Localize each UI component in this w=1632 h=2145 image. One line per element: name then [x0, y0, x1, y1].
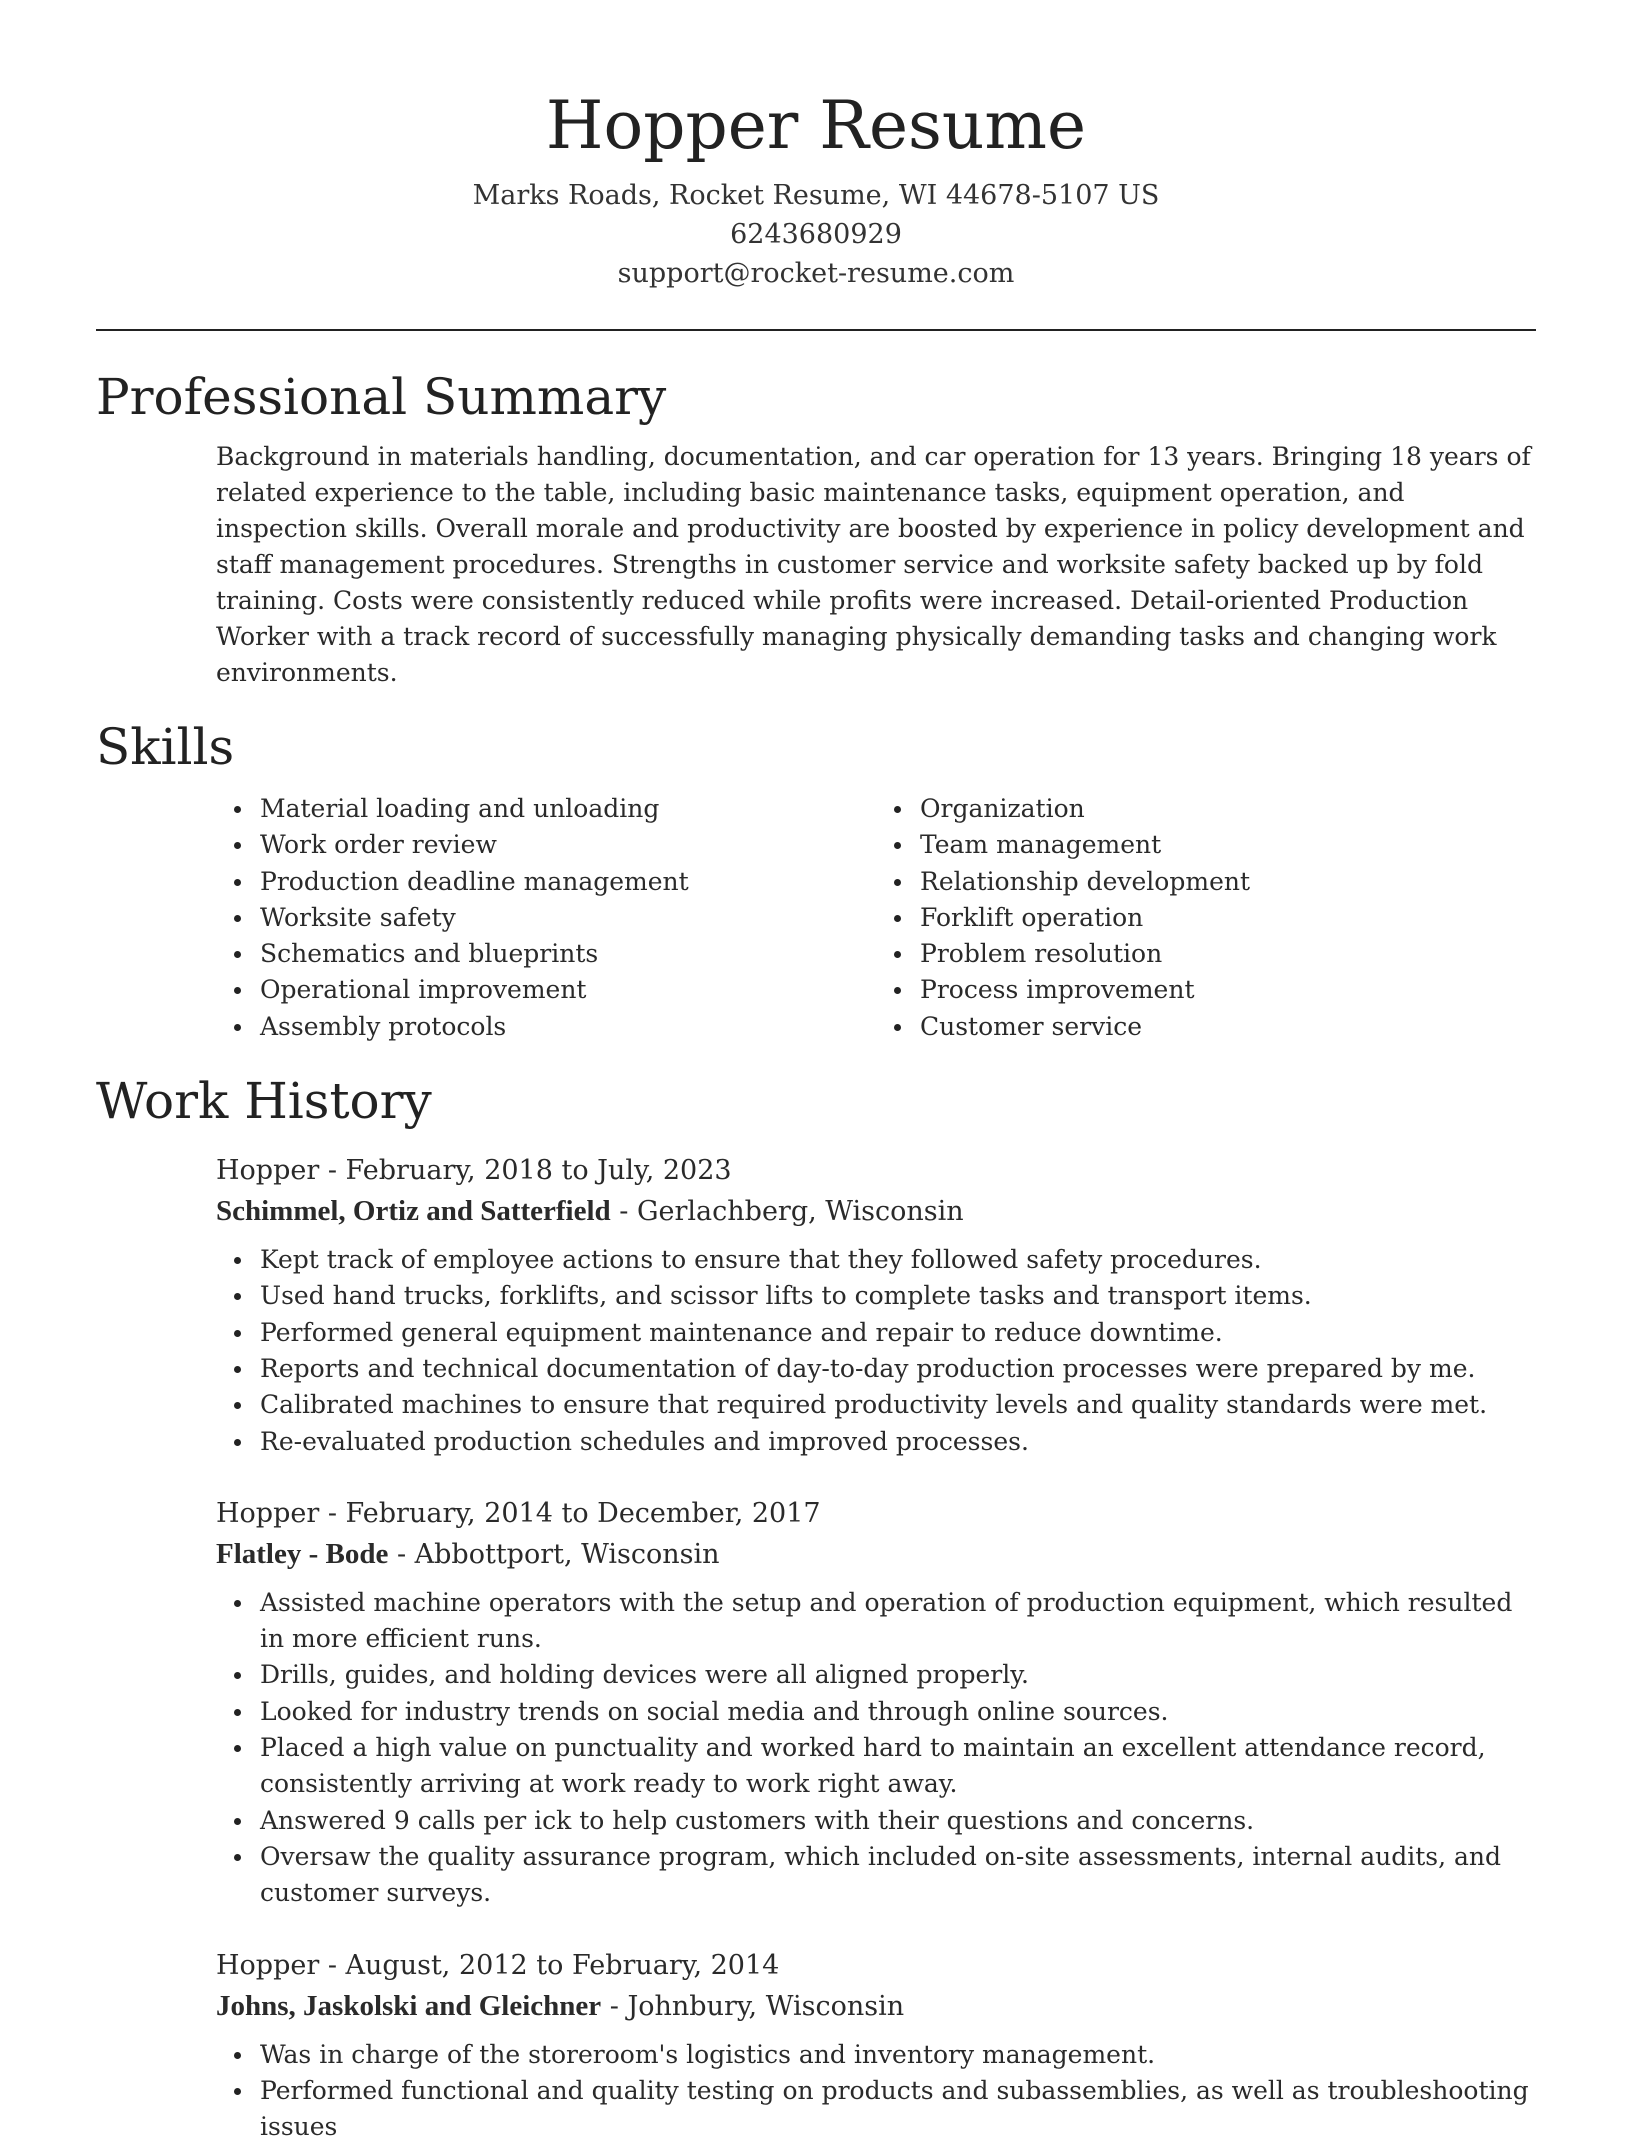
duty-item: Assisted machine operators with the setup and operation of production equipment, which resulted in more efficient runs. — [260, 1585, 1536, 1658]
job-duties — [216, 2037, 1536, 2145]
job-entry-1 — [216, 1151, 1536, 1460]
job-entry-2 — [216, 1494, 1536, 1912]
skill-item: Team management — [920, 827, 1536, 863]
duty-item: Answered 9 calls per ick to help customers with their questions and concerns. — [260, 1803, 1536, 1839]
job-company-line — [216, 1191, 1536, 1232]
email-text: support@rocket-resume.com — [617, 258, 1015, 289]
job-entry-3 — [216, 1946, 1536, 2145]
resume-page — [96, 0, 1536, 2145]
job-duties — [216, 1242, 1536, 1460]
duty-item: Oversaw the quality assurance program, which included on-site assessments, internal audits, and customer surveys. — [260, 1839, 1536, 1912]
skills-heading: Skills — [96, 718, 235, 776]
summary-section — [96, 367, 1536, 691]
skill-item: Relationship development — [920, 864, 1536, 900]
duty-item: Kept track of employee actions to ensure that they followed safety procedures. — [260, 1242, 1536, 1278]
work-history-heading: Work History — [96, 1072, 432, 1131]
job-company-line — [216, 1986, 1536, 2027]
duty-item: Re-evaluated production schedules and improved processes. — [260, 1424, 1536, 1460]
skill-item: Operational improvement — [260, 972, 876, 1008]
skill-item: Assembly protocols — [260, 1009, 876, 1045]
skill-item: Organization — [920, 791, 1536, 827]
duty-item: Used hand trucks, forklifts, and scissor lifts to complete tasks and transport items. — [260, 1278, 1536, 1314]
contact-info — [96, 176, 1536, 293]
skill-item: Process improvement — [920, 972, 1536, 1008]
skill-item: Problem resolution — [920, 936, 1536, 972]
skill-item: Production deadline management — [260, 864, 876, 900]
company-name: Johns, Jaskolski and Gleichner — [216, 1989, 602, 2022]
job-title-line: Hopper - August, 2012 to February, 2014 — [216, 1949, 780, 1981]
resume-header — [96, 0, 1536, 293]
company-location: - Johnbury, Wisconsin — [601, 1990, 905, 2022]
job-company-line — [216, 1534, 1536, 1575]
skill-item: Work order review — [260, 827, 876, 863]
skill-item: Schematics and blueprints — [260, 936, 876, 972]
duty-item: Looked for industry trends on social media and through online sources. — [260, 1694, 1536, 1730]
work-history-section — [96, 1071, 1536, 2145]
skills-column-left — [216, 791, 876, 1045]
header-divider — [96, 329, 1536, 331]
skills-section — [96, 717, 1536, 1045]
skill-item: Material loading and unloading — [260, 791, 876, 827]
company-location: - Abbottport, Wisconsin — [388, 1538, 720, 1570]
duty-item: Reports and technical documentation of day-to-day production processes were prepared by me. — [260, 1351, 1536, 1387]
skill-item: Forklift operation — [920, 900, 1536, 936]
skills-grid — [216, 791, 1536, 1045]
job-duties — [216, 1585, 1536, 1912]
summary-heading: Professional Summary — [96, 368, 667, 426]
duty-item: Performed functional and quality testing on products and subassemblies, as well as troubleshooting issues — [260, 2073, 1536, 2145]
duty-item: Performed general equipment maintenance and repair to reduce downtime. — [260, 1315, 1536, 1351]
duty-item: Drills, guides, and holding devices were all aligned properly. — [260, 1657, 1536, 1693]
skills-column-right — [876, 791, 1536, 1045]
skill-item: Customer service — [920, 1009, 1536, 1045]
candidate-name: Hopper Resume — [545, 87, 1087, 164]
duty-item: Was in charge of the storeroom's logistics and inventory management. — [260, 2037, 1536, 2073]
duty-item: Calibrated machines to ensure that required productivity levels and quality standards were met. — [260, 1387, 1536, 1423]
job-title-line: Hopper - February, 2014 to December, 2017 — [216, 1497, 821, 1529]
phone-text: 6243680929 — [730, 219, 902, 250]
skill-item: Worksite safety — [260, 900, 876, 936]
job-title-line: Hopper - February, 2018 to July, 2023 — [216, 1155, 732, 1187]
summary-paragraph: Background in materials handling, documentation, and car operation for 13 years. Bringing 18 years of related experience to the table, including basic maintenance tasks, equipment operation, and inspection skills. Overall morale and productivity are boosted by experience in policy development and staff management procedures. Strengths in customer service and worksite safety backed up by fold training. Costs were consistently reduced while profits were increased. Detail-oriented Production Worker with a track record of successfully managing physically demanding tasks and changing work environments. — [216, 442, 1531, 687]
company-name: Schimmel, Ortiz and Satterfield — [216, 1195, 611, 1228]
company-location: - Gerlachberg, Wisconsin — [610, 1196, 964, 1228]
duty-item: Placed a high value on punctuality and worked hard to maintain an excellent attendance record, consistently arriving at work ready to work right away. — [260, 1730, 1536, 1803]
company-name: Flatley - Bode — [216, 1537, 389, 1570]
address-text: Marks Roads, Rocket Resume, WI 44678-5107 US — [472, 180, 1160, 211]
